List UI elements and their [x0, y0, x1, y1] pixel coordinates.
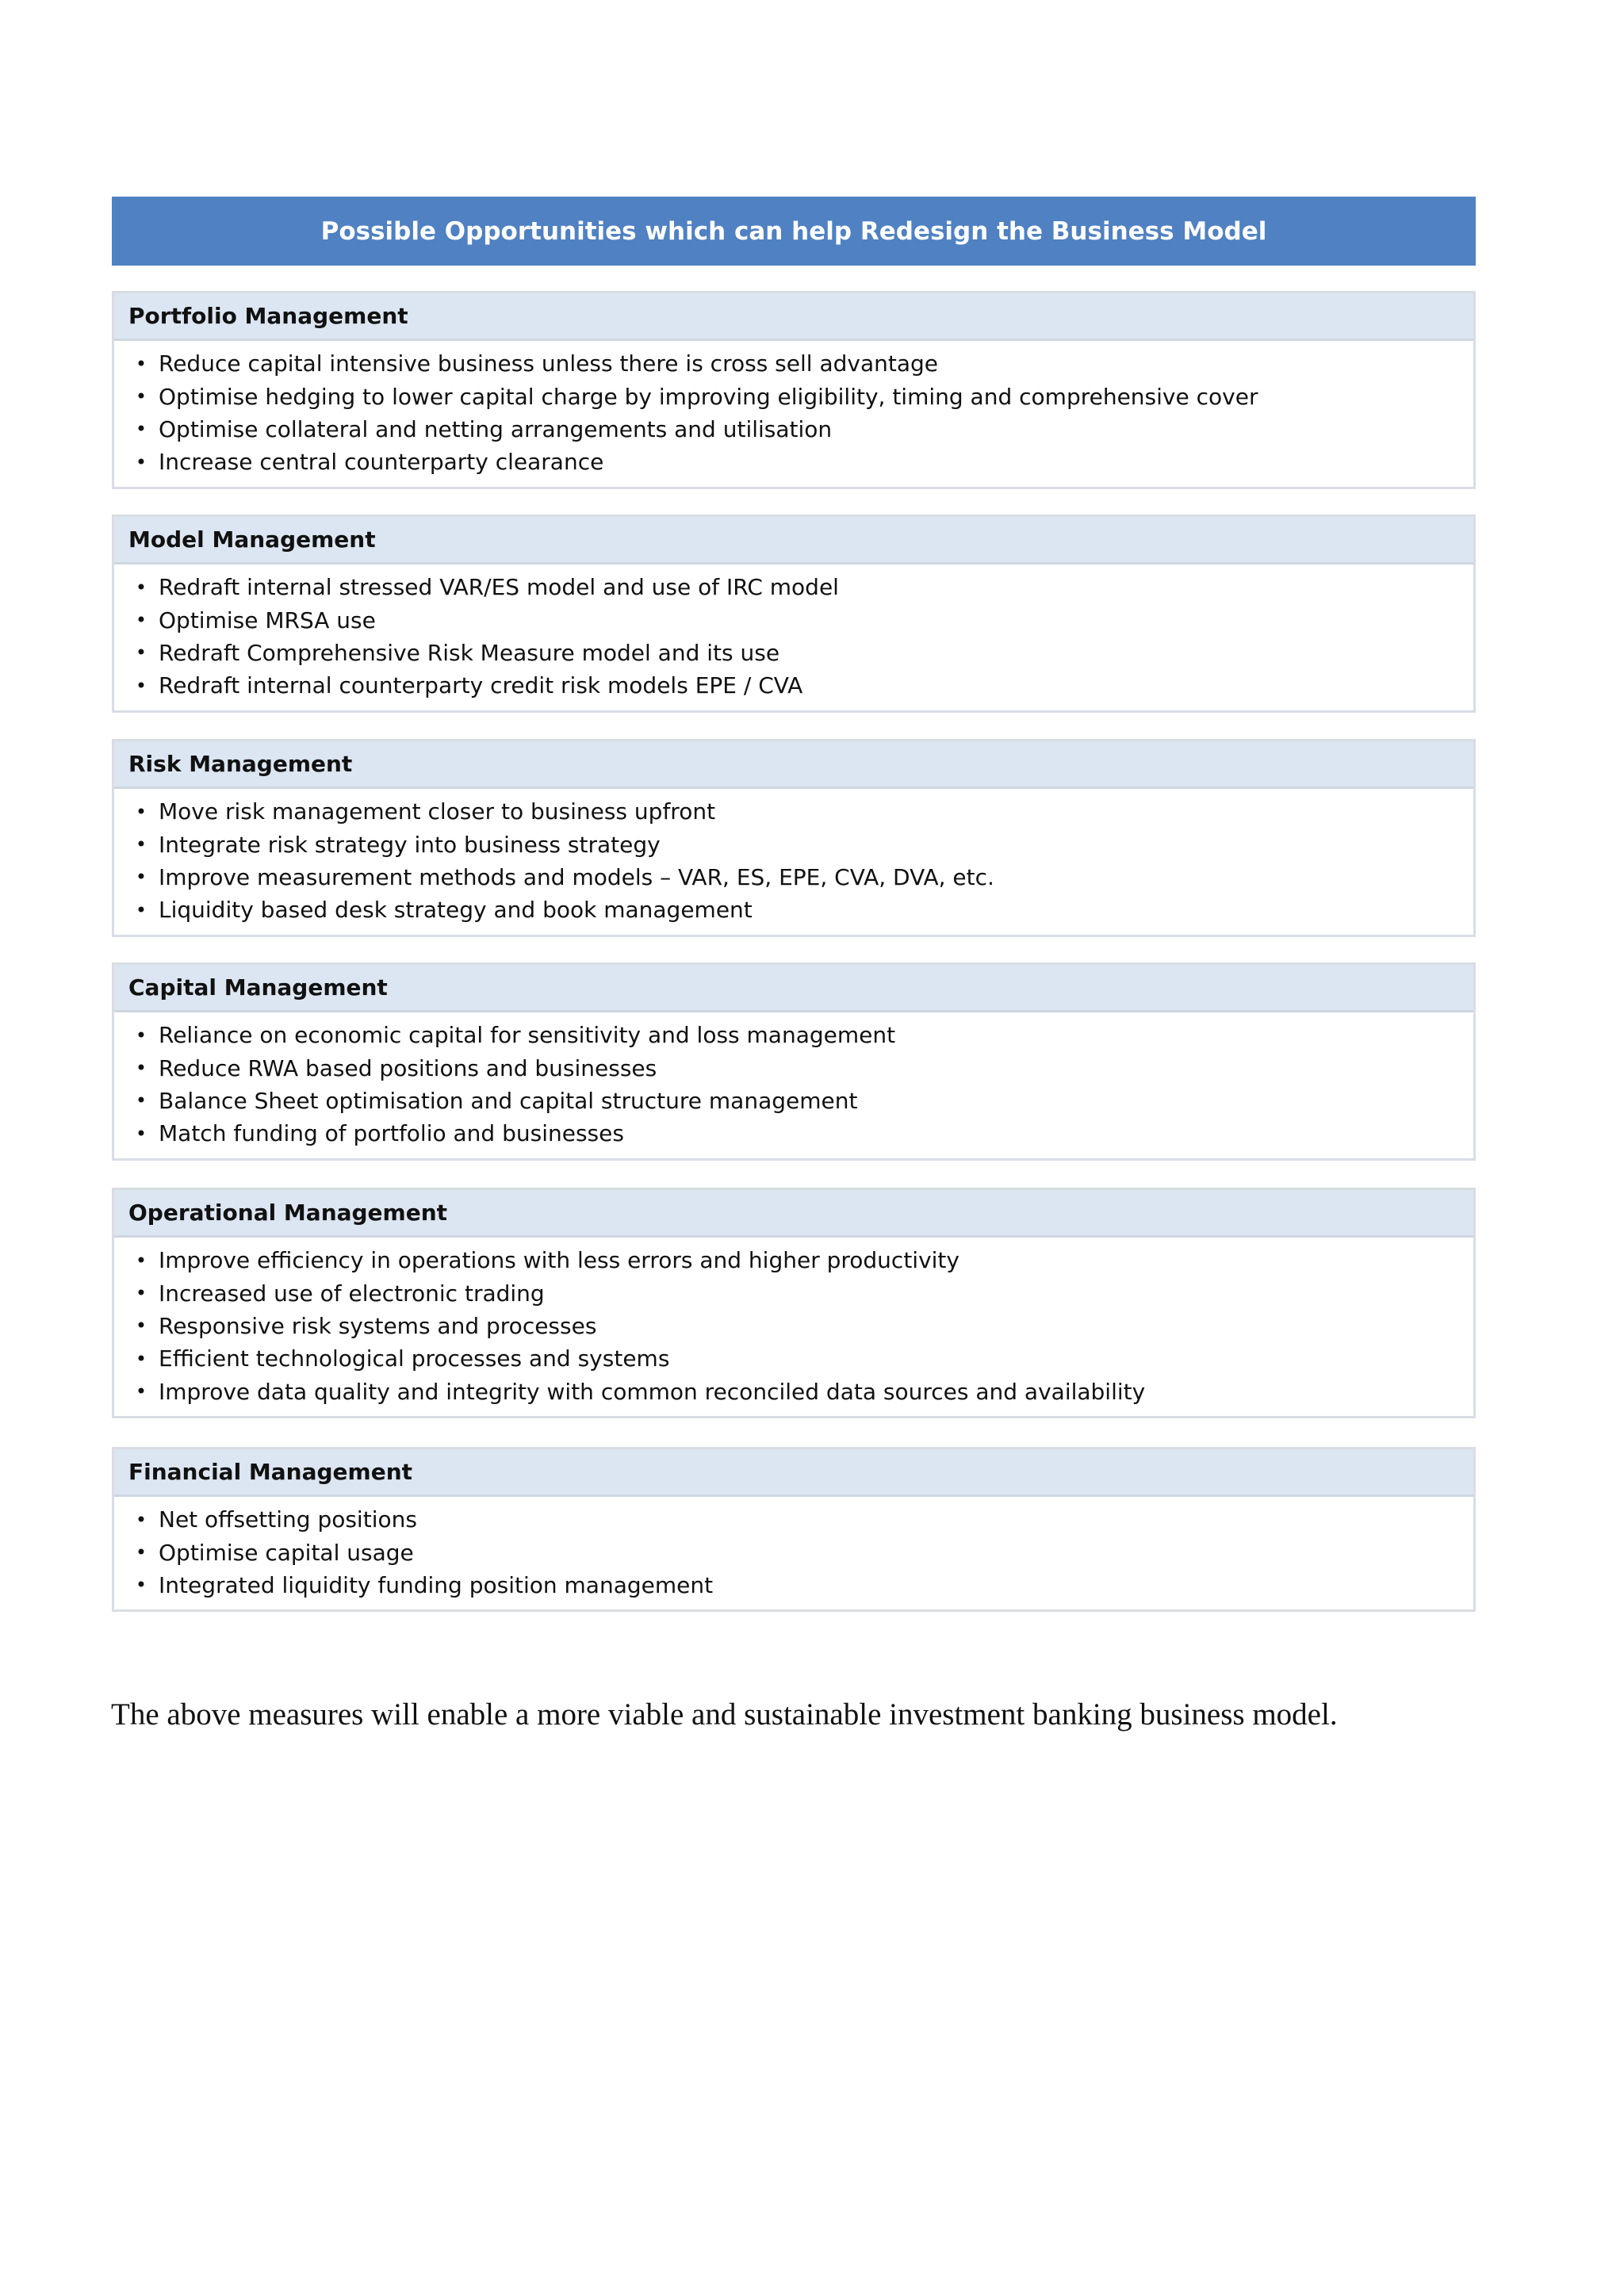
list-item: • Redraft Comprehensive Risk Measure model and its use — [114, 637, 1473, 669]
bullet-icon: • — [135, 1089, 147, 1112]
bullet-icon: • — [135, 1508, 147, 1531]
bullet-icon: • — [135, 898, 147, 921]
list-item: • Improve efficiency in operations with less errors and higher productivity — [114, 1244, 1473, 1276]
bullet-icon: • — [135, 1249, 147, 1272]
bullet-icon: • — [135, 1380, 147, 1403]
bullet-icon: • — [135, 609, 147, 632]
section-portfolio-management — [112, 291, 1476, 489]
bullet-icon: • — [135, 1024, 147, 1047]
banner-title: Possible Opportunities which can help Redesign the Business Model — [320, 216, 1267, 246]
bullet-icon: • — [135, 576, 147, 599]
bullet-icon: • — [135, 352, 147, 375]
list-item: • Liquidity based desk strategy and book management — [114, 894, 1473, 926]
bullet-icon: • — [135, 385, 147, 408]
list-item: • Net offsetting positions — [114, 1503, 1473, 1536]
section-capital-management — [112, 962, 1476, 1161]
list-item: • Reduce capital intensive business unless there is cross sell advantage — [114, 347, 1473, 380]
bullet-icon: • — [135, 1541, 147, 1564]
section-header: Risk Management — [114, 741, 1473, 789]
section-header: Portfolio Management — [114, 293, 1473, 341]
bullet-icon: • — [135, 833, 147, 856]
bullet-icon: • — [135, 450, 147, 473]
section-header: Operational Management — [114, 1190, 1473, 1238]
list-item: • Integrate risk strategy into business strategy — [114, 828, 1473, 860]
bullet-icon: • — [135, 674, 147, 697]
bullet-icon: • — [135, 1282, 147, 1305]
list-item: • Integrated liquidity funding position management — [114, 1569, 1473, 1601]
list-item: • Increased use of electronic trading — [114, 1276, 1473, 1309]
list-item: • Optimise hedging to lower capital charge by improving eligibility, timing and comprehensive cover — [114, 380, 1473, 412]
bullet-icon: • — [135, 418, 147, 441]
list-item: • Improve measurement methods and models – VAR, ES, EPE, CVA, DVA, etc. — [114, 861, 1473, 894]
list-item: • Reduce RWA based positions and businesses — [114, 1051, 1473, 1084]
section-financial-management — [112, 1447, 1476, 1612]
bullet-icon: • — [135, 866, 147, 889]
closing-paragraph: The above measures will enable a more viable and sustainable investment banking business model. — [111, 1697, 1338, 1732]
bullet-icon: • — [135, 1122, 147, 1145]
list-item: • Optimise MRSA use — [114, 603, 1473, 636]
list-item: • Efficient technological processes and systems — [114, 1342, 1473, 1375]
list-item: • Improve data quality and integrity with common reconciled data sources and availability — [114, 1376, 1473, 1408]
bullet-icon: • — [135, 1574, 147, 1597]
list-item: • Move risk management closer to business upfront — [114, 795, 1473, 828]
section-header: Capital Management — [114, 965, 1473, 1012]
opportunities-banner — [112, 197, 1476, 266]
bullet-icon: • — [135, 1347, 147, 1370]
list-item: • Responsive risk systems and processes — [114, 1310, 1473, 1342]
list-item: • Redraft internal stressed VAR/ES model and use of IRC model — [114, 571, 1473, 603]
list-item: • Optimise collateral and netting arrangements and utilisation — [114, 413, 1473, 446]
list-item: • Redraft internal counterparty credit risk models EPE / CVA — [114, 669, 1473, 702]
list-item: • Increase central counterparty clearance — [114, 446, 1473, 478]
list-item: • Match funding of portfolio and businesses — [114, 1117, 1473, 1150]
list-item: • Reliance on economic capital for sensitivity and loss management — [114, 1019, 1473, 1051]
bullet-icon: • — [135, 1314, 147, 1337]
section-header: Model Management — [114, 517, 1473, 564]
section-header: Financial Management — [114, 1449, 1473, 1497]
list-item: • Balance Sheet optimisation and capital structure management — [114, 1085, 1473, 1117]
section-operational-management — [112, 1188, 1476, 1418]
bullet-icon: • — [135, 1057, 147, 1080]
list-item: • Optimise capital usage — [114, 1536, 1473, 1568]
section-risk-management — [112, 739, 1476, 937]
section-model-management — [112, 515, 1476, 713]
bullet-icon: • — [135, 800, 147, 823]
bullet-icon: • — [135, 641, 147, 664]
